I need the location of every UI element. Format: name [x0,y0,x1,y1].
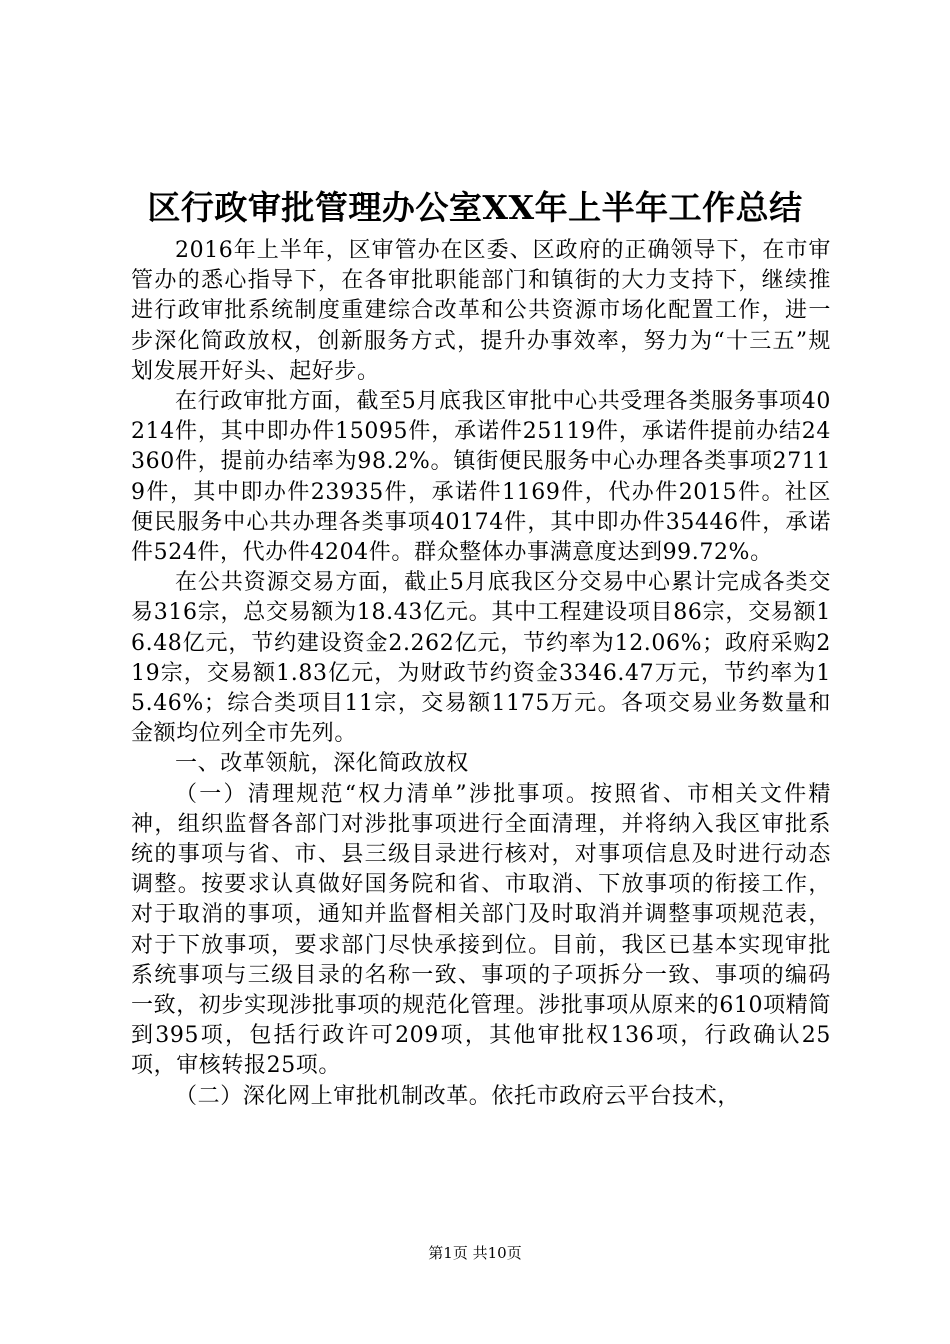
paragraph-power-list: （一）清理规范“权力清单”涉批事项。按照省、市相关文件精神，组织监督各部门对涉批事项进行全面清理，并将纳入我区审批系统的事项与省、市、县三级目录进行核对，对事项信息及时进行动态调整。按要求认真做好国务院和省、市取消、下放事项的衔接工作，对于取消的事项，通知并监督相关部门及时取消并调整事项规范表，对于下放事项，要求部门尽快承接到位。目前，我区已基本实现审批系统事项与三级目录的名称一致、事项的子项拆分一致、事项的编码一致，初步实现涉批事项的规范化管理。涉批事项从原来的610项精简到395项，包括行政许可209项，其他审批权136项，行政确认25项，审核转报25项。 [131,781,831,1079]
paragraph-administrative-approval: 在行政审批方面，截至5月底我区审批中心共受理各类服务事项40214件，其中即办件15095件，承诺件25119件，承诺件提前办结24360件，提前办结率为98.2%。镇街便民服务中心办理各类事项27119件，其中即办件23935件，承诺件1169件，代办件2015件。社区便民服务中心共办理各类事项40174件，其中即办件35446件，承诺件524件，代办件4204件。群众整体办事满意度达到99.72%。 [131,389,831,566]
paragraph-online-approval: （二）深化网上审批机制改革。依托市政府云平台技术， [175,1083,741,1109]
paragraph-public-resource-trading: 在公共资源交易方面，截止5月底我区分交易中心累计完成各类交易316宗，总交易额为18.43亿元。其中工程建设项目86宗，交易额16.48亿元，节约建设资金2.262亿元，节约率为12.06%；政府采购219宗，交易额1.83亿元，为财政节约资金3346.47万元，节约率为15.46%；综合类项目11宗，交易额1175万元。各项交易业务数量和金额均位列全市先列。 [131,570,831,747]
document-title: 区行政审批管理办公室XX年上半年工作总结 [147,188,803,227]
page-footer: 第1页 共10页 [428,1244,522,1262]
document-body [131,236,831,1112]
section-heading-reform: 一、改革领航，深化简政放权 [175,751,469,777]
paragraph-intro: 2016年上半年，区审管办在区委、区政府的正确领导下，在市审管办的悉心指导下，在各审批职能部门和镇街的大力支持下，继续推进行政审批系统制度重建综合改革和公共资源市场化配置工作，进一步深化简政放权，创新服务方式，提升办事效率，努力为“十三五”规划发展开好头、起好步。 [131,238,831,384]
